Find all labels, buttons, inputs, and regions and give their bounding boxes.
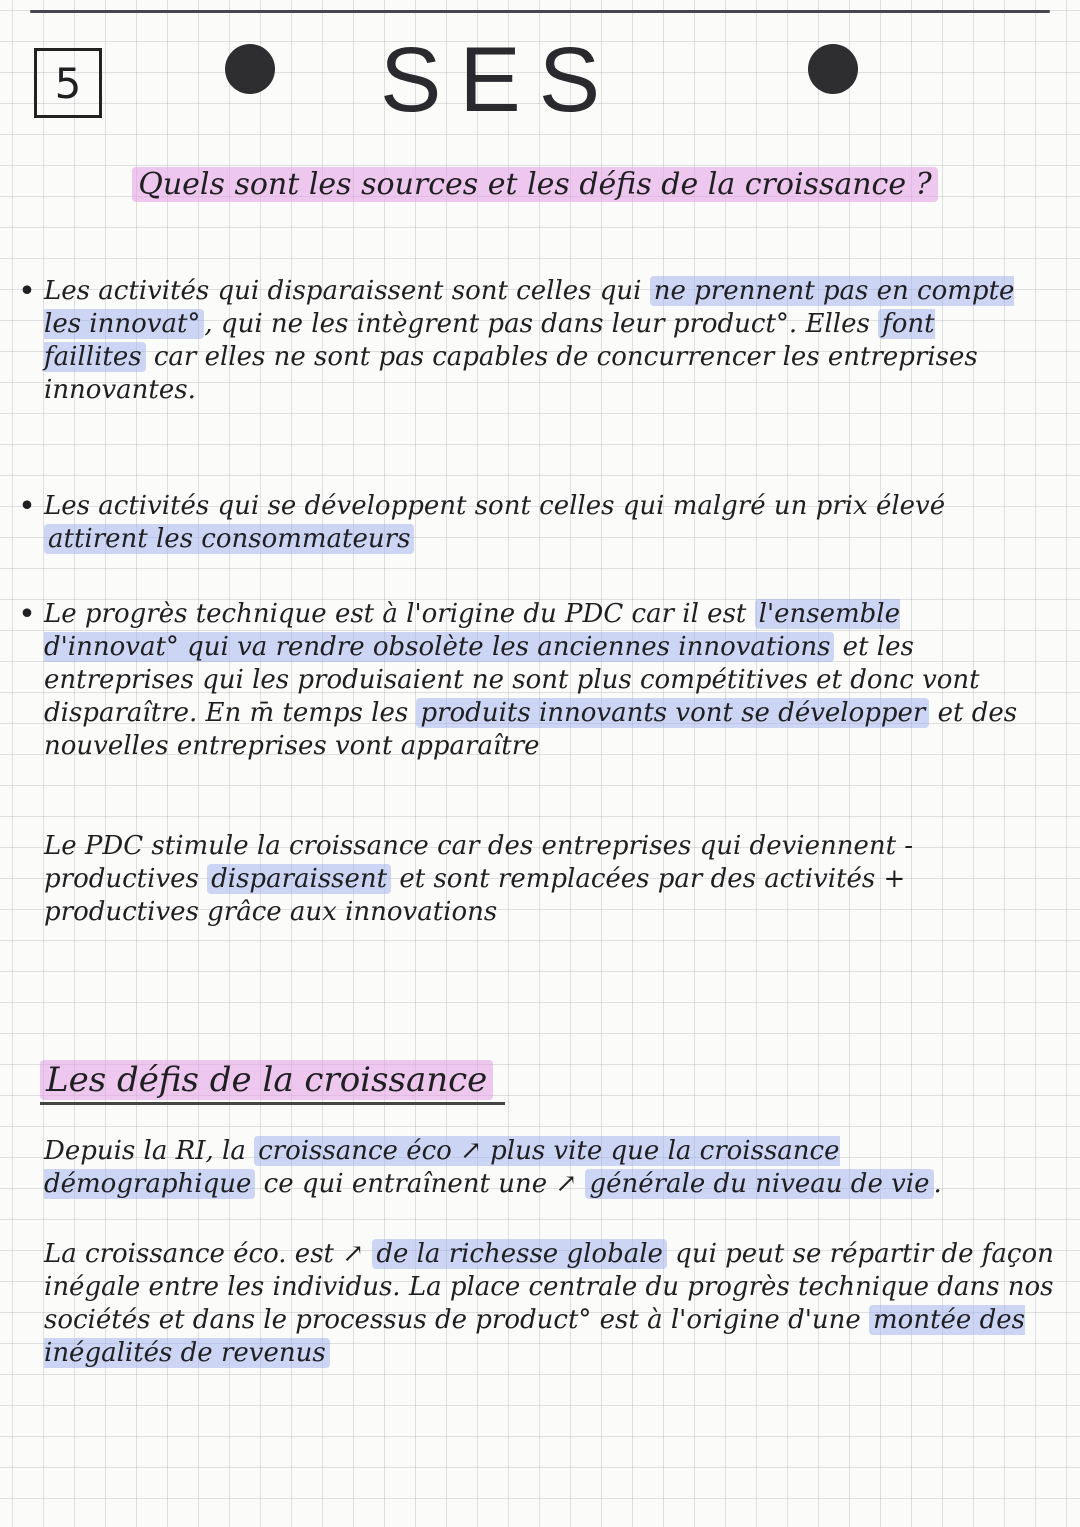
top-rule xyxy=(30,10,1050,13)
bullet-text xyxy=(44,275,1050,407)
text-segment: , qui ne les intègrent pas dans leur product°. Elles xyxy=(204,309,879,339)
bullet-dot: • xyxy=(18,489,36,524)
text-segment: . xyxy=(933,1169,942,1199)
bullet-text xyxy=(44,490,1050,556)
highlight-segment: montée des inégalités de revenus xyxy=(44,1305,1025,1368)
highlight-segment: disparaissent xyxy=(207,864,391,894)
text-segment: et des nouvelles entreprises vont apparaître xyxy=(44,698,1018,761)
paragraph-depuis xyxy=(44,1135,1054,1201)
text-segment: Les activités qui disparaissent sont celles qui xyxy=(44,276,650,306)
section-heading xyxy=(40,1058,505,1105)
highlight-segment: générale du niveau de vie xyxy=(585,1169,933,1199)
page-number: 5 xyxy=(54,58,82,108)
text-segment: et les entreprises qui les produisaient ne sont plus compétitives et donc vont disparaître. En m̄ temps les xyxy=(44,632,980,728)
bullet-dot: • xyxy=(18,274,36,309)
paragraph-pdc xyxy=(44,830,1054,929)
highlight-segment: croissance éco ↗ plus vite que la croissance démographique xyxy=(44,1136,840,1199)
text-segment: car elles ne sont pas capables de concurrencer les entreprises innovantes. xyxy=(44,342,978,405)
page-number-box xyxy=(34,48,102,118)
bullet-disparaissent xyxy=(10,275,1050,407)
text-segment: Les activités qui se développent sont celles qui malgré un prix élevé xyxy=(44,491,946,521)
bullet-text xyxy=(44,598,1050,763)
binder-hole-right xyxy=(808,44,858,94)
highlight-segment: produits innovants vont se développer xyxy=(416,698,929,728)
highlight-segment: font faillites xyxy=(44,309,935,372)
highlight-segment: ne prennent pas en compte les innovat° xyxy=(44,276,1015,339)
question-heading xyxy=(70,165,1000,205)
text-segment: La croissance éco. est ↗ xyxy=(44,1239,373,1269)
text-segment: ce qui entraînent une ↗ xyxy=(255,1169,586,1199)
highlight-segment: l'ensemble d'innovat° qui va rendre obsolète les anciennes innovations xyxy=(44,599,900,662)
text-segment: et sont remplacées par des activités + productives grâce aux innovations xyxy=(44,864,906,927)
text-segment: Depuis la RI, la xyxy=(44,1136,255,1166)
highlight-segment: attirent les consommateurs xyxy=(44,524,414,554)
bullet-progres-technique xyxy=(10,598,1050,763)
page-title: SES xyxy=(380,29,619,131)
binder-hole-left xyxy=(225,44,275,94)
bullet-developpent xyxy=(10,490,1050,556)
text-segment: qui peut se répartir de façon inégale entre les individus. La place centrale du progrès technique dans nos sociétés et dans le processus de product° est à l'origine d'une xyxy=(44,1239,1054,1335)
question-text: Quels sont les sources et les défis de la croissance ? xyxy=(132,167,937,202)
paragraph-croissance-eco xyxy=(44,1238,1054,1370)
text-segment: Le PDC stimule la croissance car des entreprises qui deviennent - productives xyxy=(44,831,914,894)
text-segment: Le progrès technique est à l'origine du PDC car il est xyxy=(44,599,755,629)
section-heading-text: Les défis de la croissance xyxy=(40,1060,493,1100)
bullet-dot: • xyxy=(18,597,36,632)
highlight-segment: de la richesse globale xyxy=(372,1239,667,1269)
